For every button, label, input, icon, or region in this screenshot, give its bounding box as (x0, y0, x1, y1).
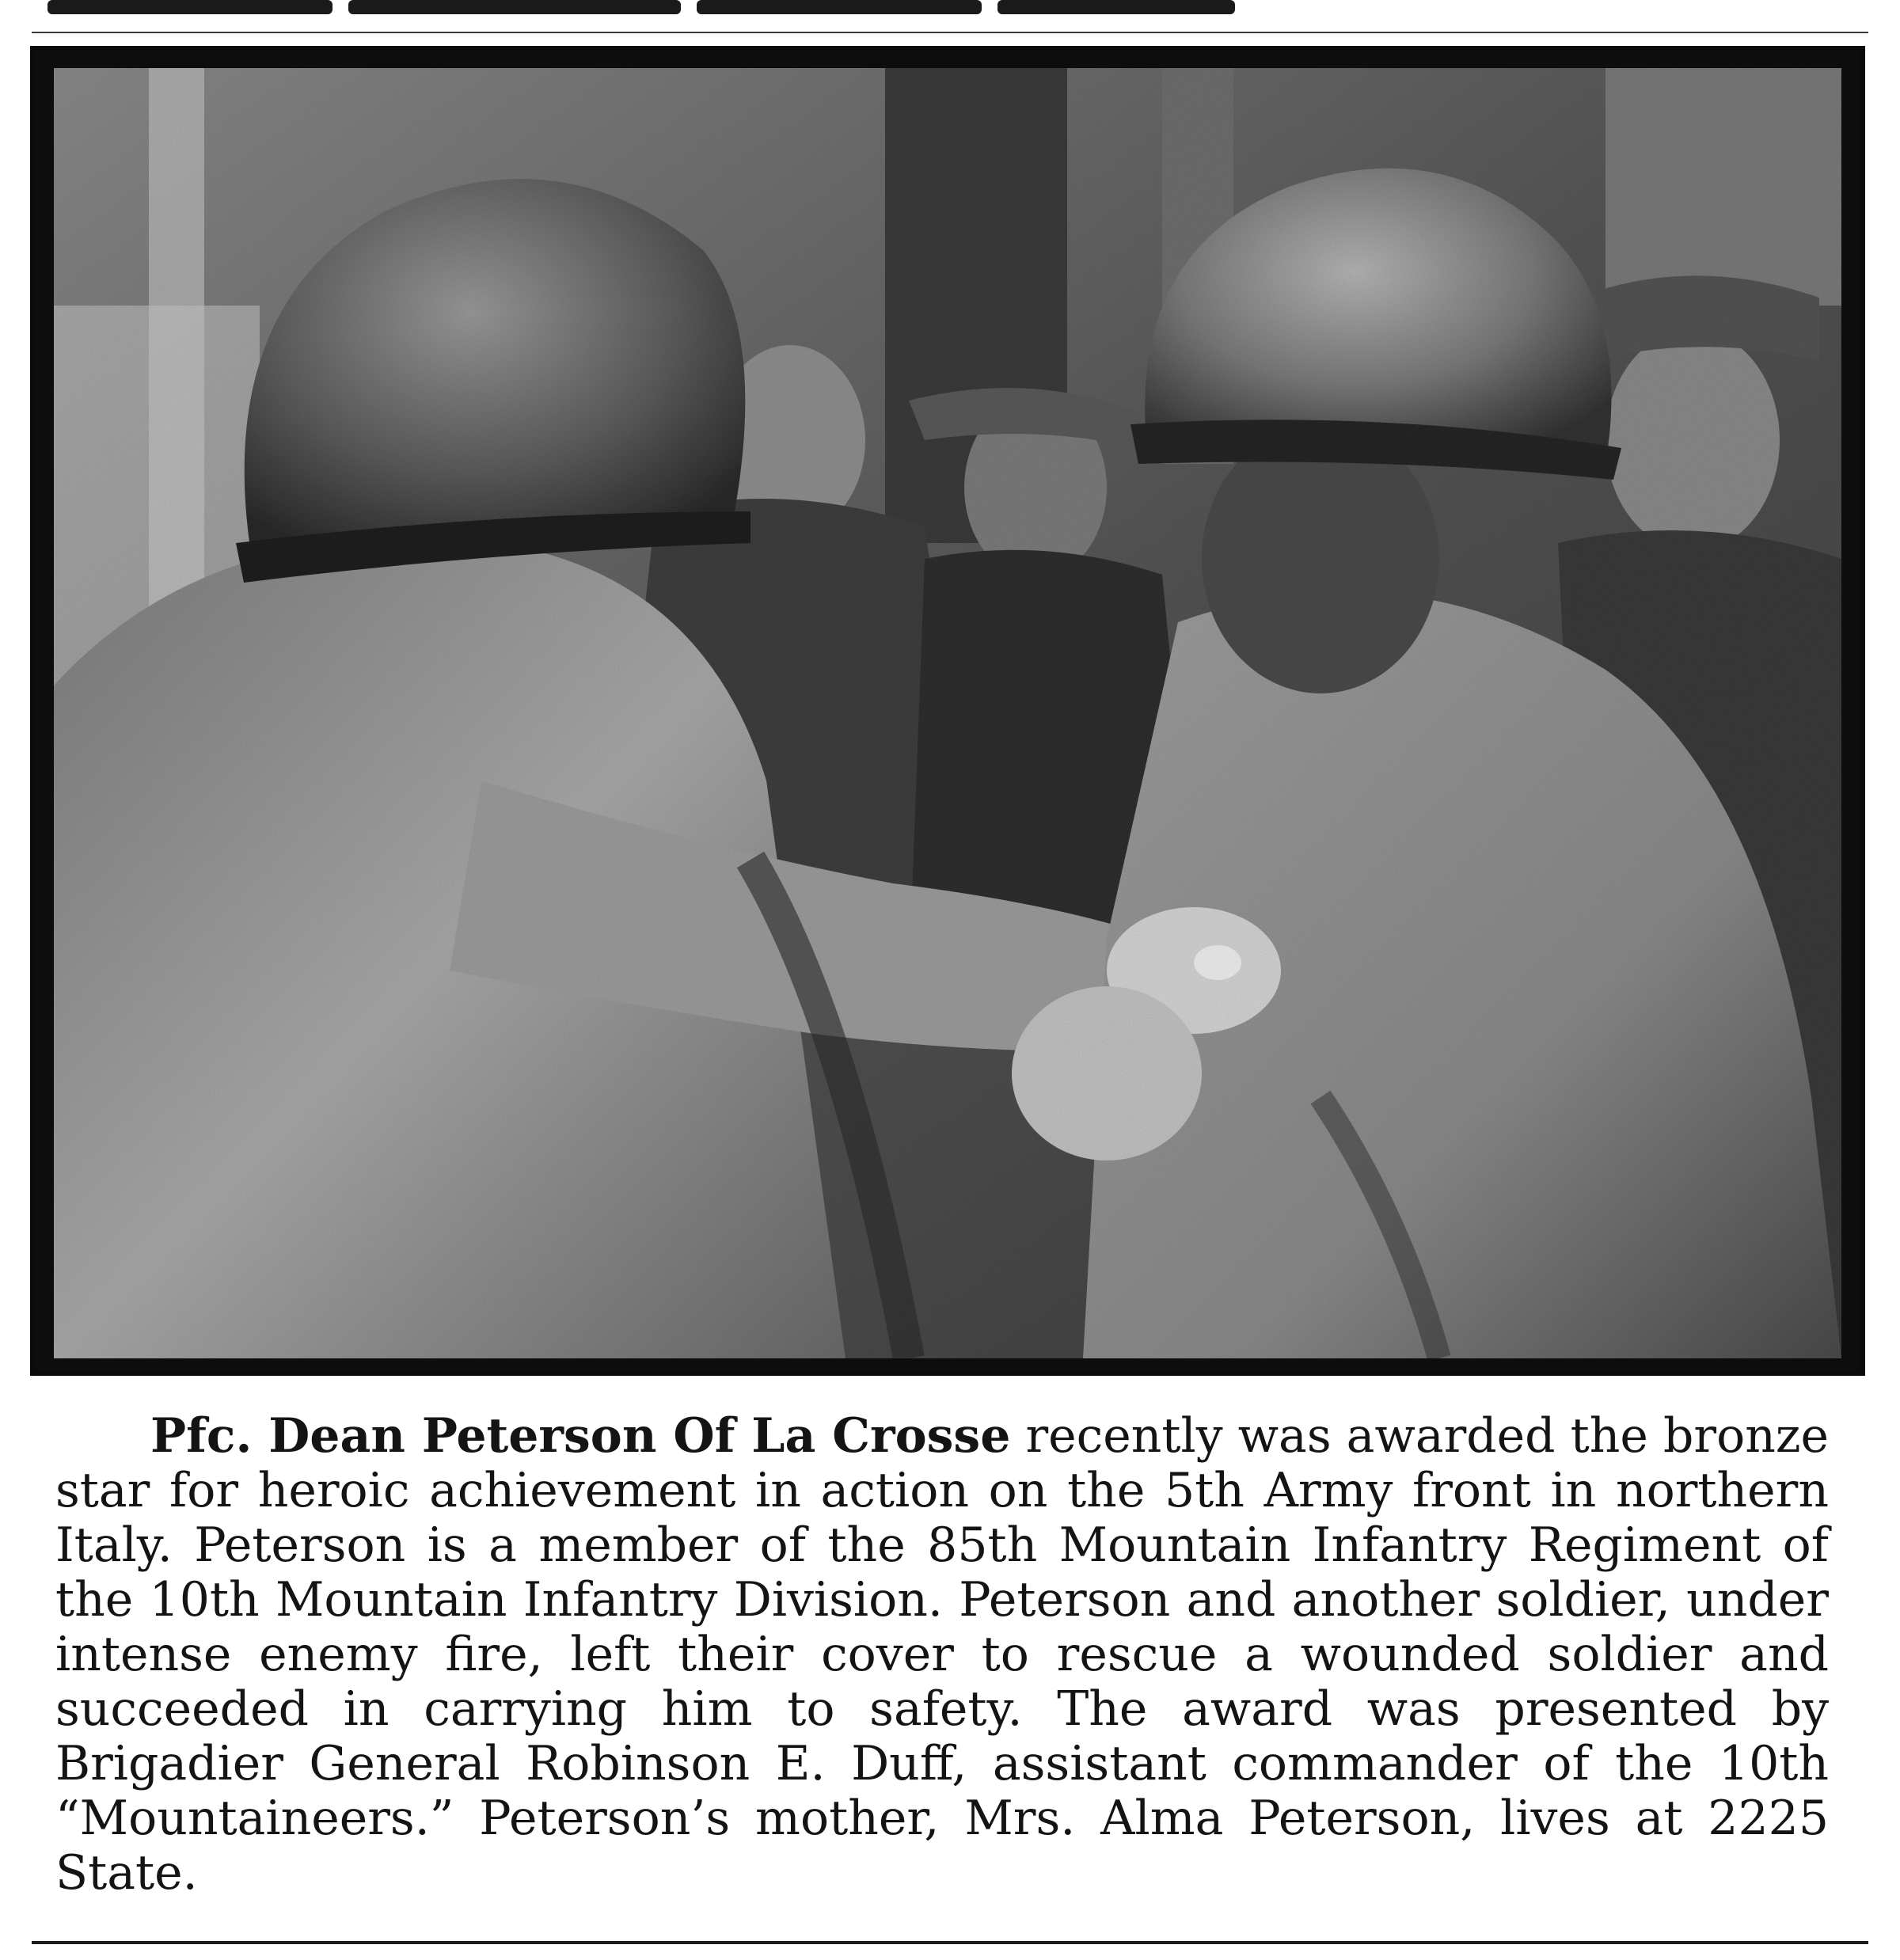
caption-body: recently was awarded the bronze star for heroic achievement in action on the 5th Army front in northern Italy. Peterson is a member of the 85th Mountain Infantry Regiment of the 10th Mountain Infantry Division. Peterson and another soldier, under intense enemy fire, left their cover to rescue a wounded soldier and succeeded in carrying him to safety. The award was presented by Brigadier General Robinson E. Duff, assistant commander of the 10th “Mountaineers.” Peterson’s mother, Mrs. Alma Peterson, lives at 2225 State. (55, 1408, 1829, 1901)
news-photograph (30, 46, 1865, 1376)
caption-lead: Pfc. Dean Peterson Of La Crosse (150, 1408, 1011, 1464)
headline-ink-fragment (998, 0, 1235, 14)
top-rule (32, 32, 1868, 33)
headline-ink-fragment (697, 0, 982, 14)
clipped-headline-fragment (0, 0, 1900, 25)
photograph-illustration (54, 68, 1841, 1358)
photo-caption (55, 1409, 1829, 1901)
bottom-rule (32, 1941, 1868, 1944)
headline-ink-fragment (48, 0, 332, 14)
headline-ink-fragment (348, 0, 681, 14)
